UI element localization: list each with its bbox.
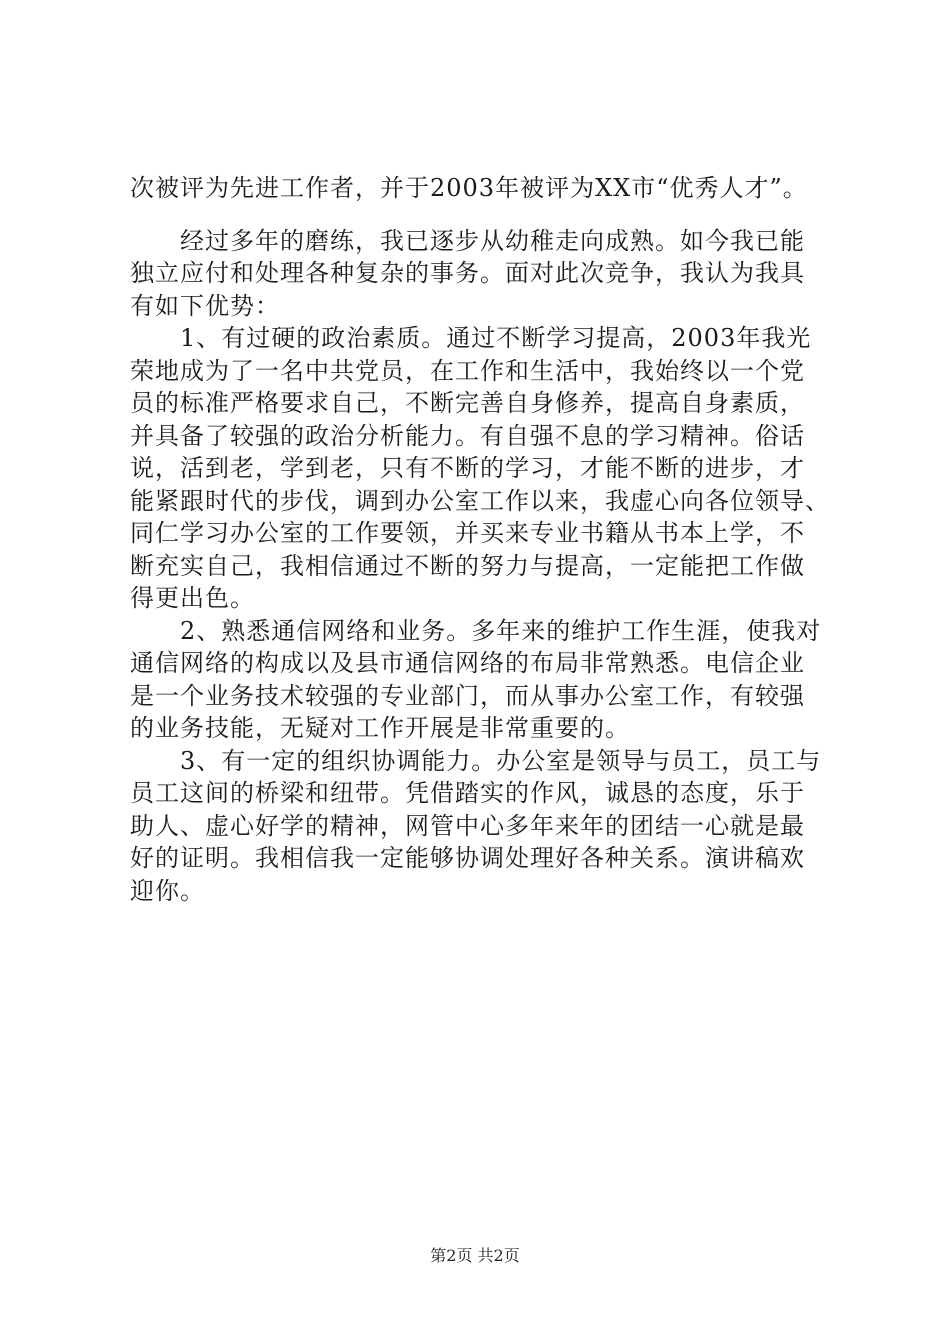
text-line: 员的标准严格要求自己，不断完善自身修养，提高自身素质， bbox=[130, 389, 805, 417]
text-line: 并具备了较强的政治分析能力。有自强不息的学习精神。俗话 bbox=[130, 421, 805, 450]
text-line: 迎你。 bbox=[130, 876, 205, 905]
text-line: 助人、虚心好学的精神，网管中心多年来年的团结一心就是最 bbox=[130, 811, 805, 840]
text-line: 同仁学习办公室的工作要领，并买来专业书籍从书本上学，不 bbox=[130, 519, 805, 547]
text-line: 的业务技能，无疑对工作开展是非常重要的。 bbox=[130, 714, 630, 742]
text-line: 是一个业务技术较强的专业部门，而从事办公室工作，有较强 bbox=[130, 681, 805, 710]
text-line: 1、有过硬的政治素质。通过不断学习提高，2003年我光 bbox=[130, 324, 812, 352]
text-line: 3、有一定的组织协调能力。办公室是领导与员工，员工与 bbox=[130, 746, 822, 775]
text-line: 好的证明。我相信我一定能够协调处理好各种关系。演讲稿欢 bbox=[130, 844, 805, 872]
paragraph-gap bbox=[130, 205, 830, 225]
text-line: 荣地成为了一名中共党员，在工作和生活中，我始终以一个党 bbox=[130, 356, 805, 385]
text-line: 能紧跟时代的步伐，调到办公室工作以来，我虚心向各位领导、 bbox=[130, 486, 830, 515]
text-line: 有如下优势： bbox=[130, 291, 280, 320]
text-line: 断充实自己，我相信通过不断的努力与提高，一定能把工作做 bbox=[130, 551, 805, 580]
text-line: 独立应付和处理各种复杂的事务。面对此次竞争，我认为我具 bbox=[130, 259, 805, 287]
text-line: 得更出色。 bbox=[130, 584, 255, 612]
text-line: 经过多年的磨练，我已逐步从幼稚走向成熟。如今我已能 bbox=[130, 226, 805, 255]
text-line: 通信网络的构成以及县市通信网络的布局非常熟悉。电信企业 bbox=[130, 649, 805, 677]
page-number-footer: 第2页 共2页 bbox=[430, 1246, 520, 1265]
text-line: 2、熟悉通信网络和业务。多年来的维护工作生涯，使我对 bbox=[130, 616, 822, 645]
text-line: 说，活到老，学到老，只有不断的学习，才能不断的进步，才 bbox=[130, 454, 805, 482]
document-body bbox=[130, 172, 830, 907]
text-line: 次被评为先进工作者，并于2003年被评为XX市“优秀人才”。 bbox=[130, 174, 808, 202]
text-line: 员工这间的桥梁和纽带。凭借踏实的作风，诚恳的态度，乐于 bbox=[130, 779, 805, 807]
